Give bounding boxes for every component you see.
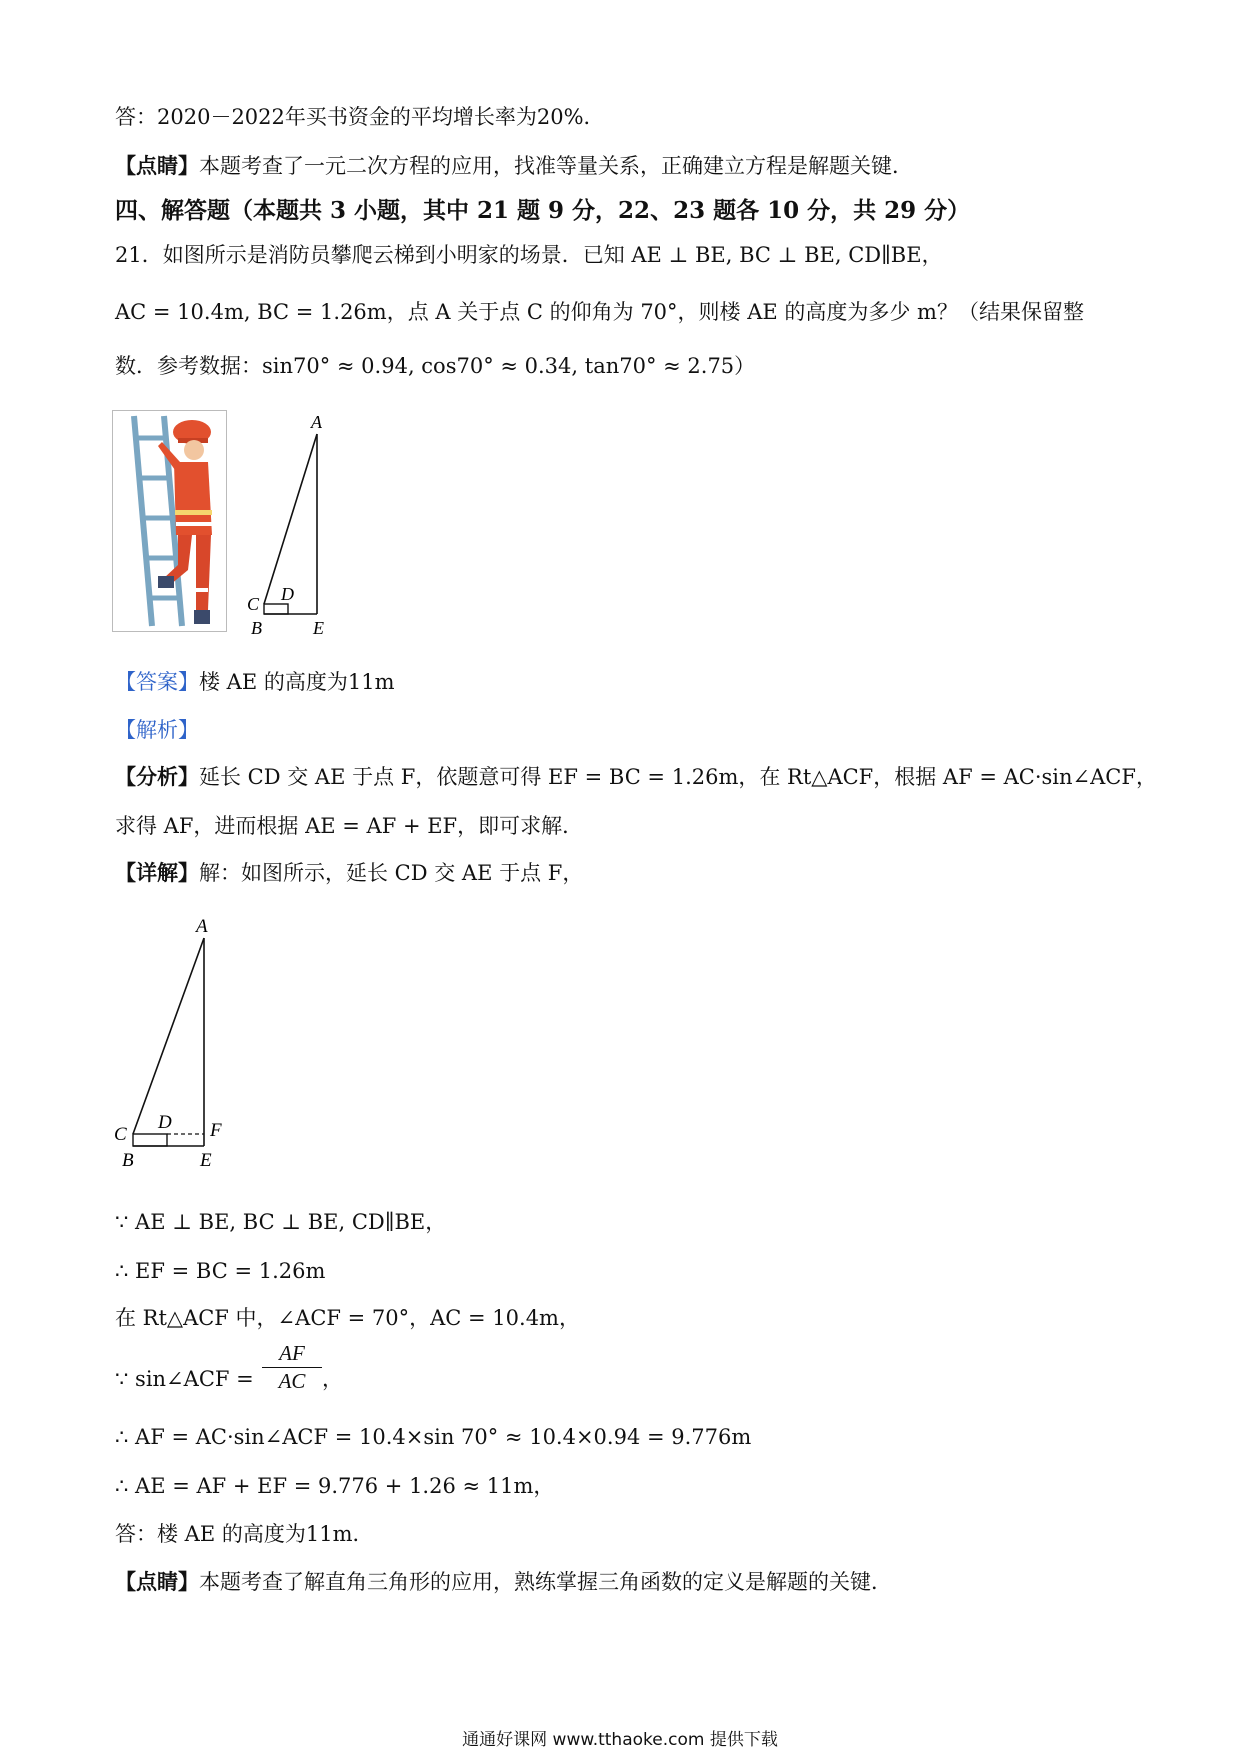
sine-fraction [262, 1340, 322, 1394]
final-comment-tag: 【点睛】 [115, 1569, 199, 1594]
analysis-heading [115, 715, 199, 745]
figure2-label-a: A [196, 916, 208, 937]
figure1-label-a: A [311, 412, 322, 432]
firefighter-illustration [112, 410, 227, 632]
triangle-figure-2 [108, 910, 238, 1172]
figure1-label-c: C [247, 594, 260, 614]
page-footer: 通通好课网 www.tthaoke.com 提供下载 [462, 1730, 778, 1750]
answer-text: 楼 AE 的高度为11m [199, 670, 395, 694]
figure2-label-c: C [114, 1124, 127, 1145]
step-1: ∵ AE ⊥ BE, BC ⊥ BE, CD∥BE， [115, 1210, 447, 1234]
question-21-line2: AC = 10.4m, BC = 1.26m，点 A 关于点 C 的仰角为 70°，则楼 AE 的高度为多少 m？（结果保留整 [115, 300, 1084, 324]
final-comment [115, 1567, 892, 1597]
figure1-label-d: D [281, 584, 294, 604]
analysis-label: 【分析】 [115, 764, 199, 789]
prev-answer: 答：2020－2022年买书资金的平均增长率为20%． [115, 105, 605, 129]
final-comment-text: 本题考查了解直角三角形的应用，熟练掌握三角函数的定义是解题的关键． [199, 1570, 892, 1594]
detail-intro [115, 858, 583, 888]
step-7: 答：楼 AE 的高度为11m． [115, 1522, 374, 1546]
question-21-line3: 数．参考数据：sin70° ≈ 0.94, cos70° ≈ 0.34, tan70° ≈ 2.75） [115, 354, 756, 378]
detail-label: 【详解】 [115, 860, 199, 885]
triangle-figure-1 [235, 408, 340, 640]
fraction-numerator: AF [262, 1340, 322, 1368]
figure2-label-e: E [200, 1150, 212, 1171]
detail-intro-text: 解：如图所示，延长 CD 交 AE 于点 F， [199, 861, 584, 885]
figure2-label-f: F [210, 1120, 222, 1141]
answer-tag: 【答案】 [115, 670, 199, 694]
fraction-denominator: AC [278, 1369, 306, 1393]
analysis-line2: 求得 AF，进而根据 AE = AF + EF，即可求解． [115, 814, 584, 838]
figure1-label-e: E [313, 618, 324, 638]
answer-line [115, 667, 394, 697]
question-21-line1: 21．如图所示是消防员攀爬云梯到小明家的场景．已知 AE ⊥ BE, BC ⊥ BE, CD∥BE， [115, 243, 943, 267]
analysis-tag: 【解析】 [115, 718, 199, 742]
prev-comment-text: 本题考查了一元二次方程的应用，找准等量关系，正确建立方程是解题关键． [199, 154, 913, 178]
analysis-line1 [115, 762, 1157, 792]
step-4-prefix: ∵ sin∠ACF = [115, 1367, 254, 1391]
step-4-suffix: ， [322, 1367, 343, 1391]
figure2-label-d: D [158, 1112, 172, 1133]
figure2-label-b: B [122, 1150, 134, 1171]
step-2: ∴ EF = BC = 1.26m [115, 1259, 326, 1283]
step-3: 在 Rt△ACF 中，∠ACF = 70°，AC = 10.4m， [115, 1306, 580, 1330]
figure1-label-b: B [251, 618, 262, 638]
analysis-text-1: 延长 CD 交 AE 于点 F，依题意可得 EF = BC = 1.26m，在 Rt△ACF，根据 AF = AC·sin∠ACF， [199, 765, 1157, 789]
section-title: 四、解答题（本题共 3 小题，其中 21 题 9 分，22、23 题各 10 分，共 29 分） [115, 197, 971, 224]
step-5: ∴ AF = AC·sin∠ACF = 10.4×sin 70° ≈ 10.4×0.94 = 9.776m [115, 1425, 752, 1449]
step-6: ∴ AE = AF + EF = 9.776 + 1.26 ≈ 11m， [115, 1474, 555, 1498]
prev-comment-tag: 【点睛】 [115, 153, 199, 178]
prev-comment [115, 151, 913, 181]
